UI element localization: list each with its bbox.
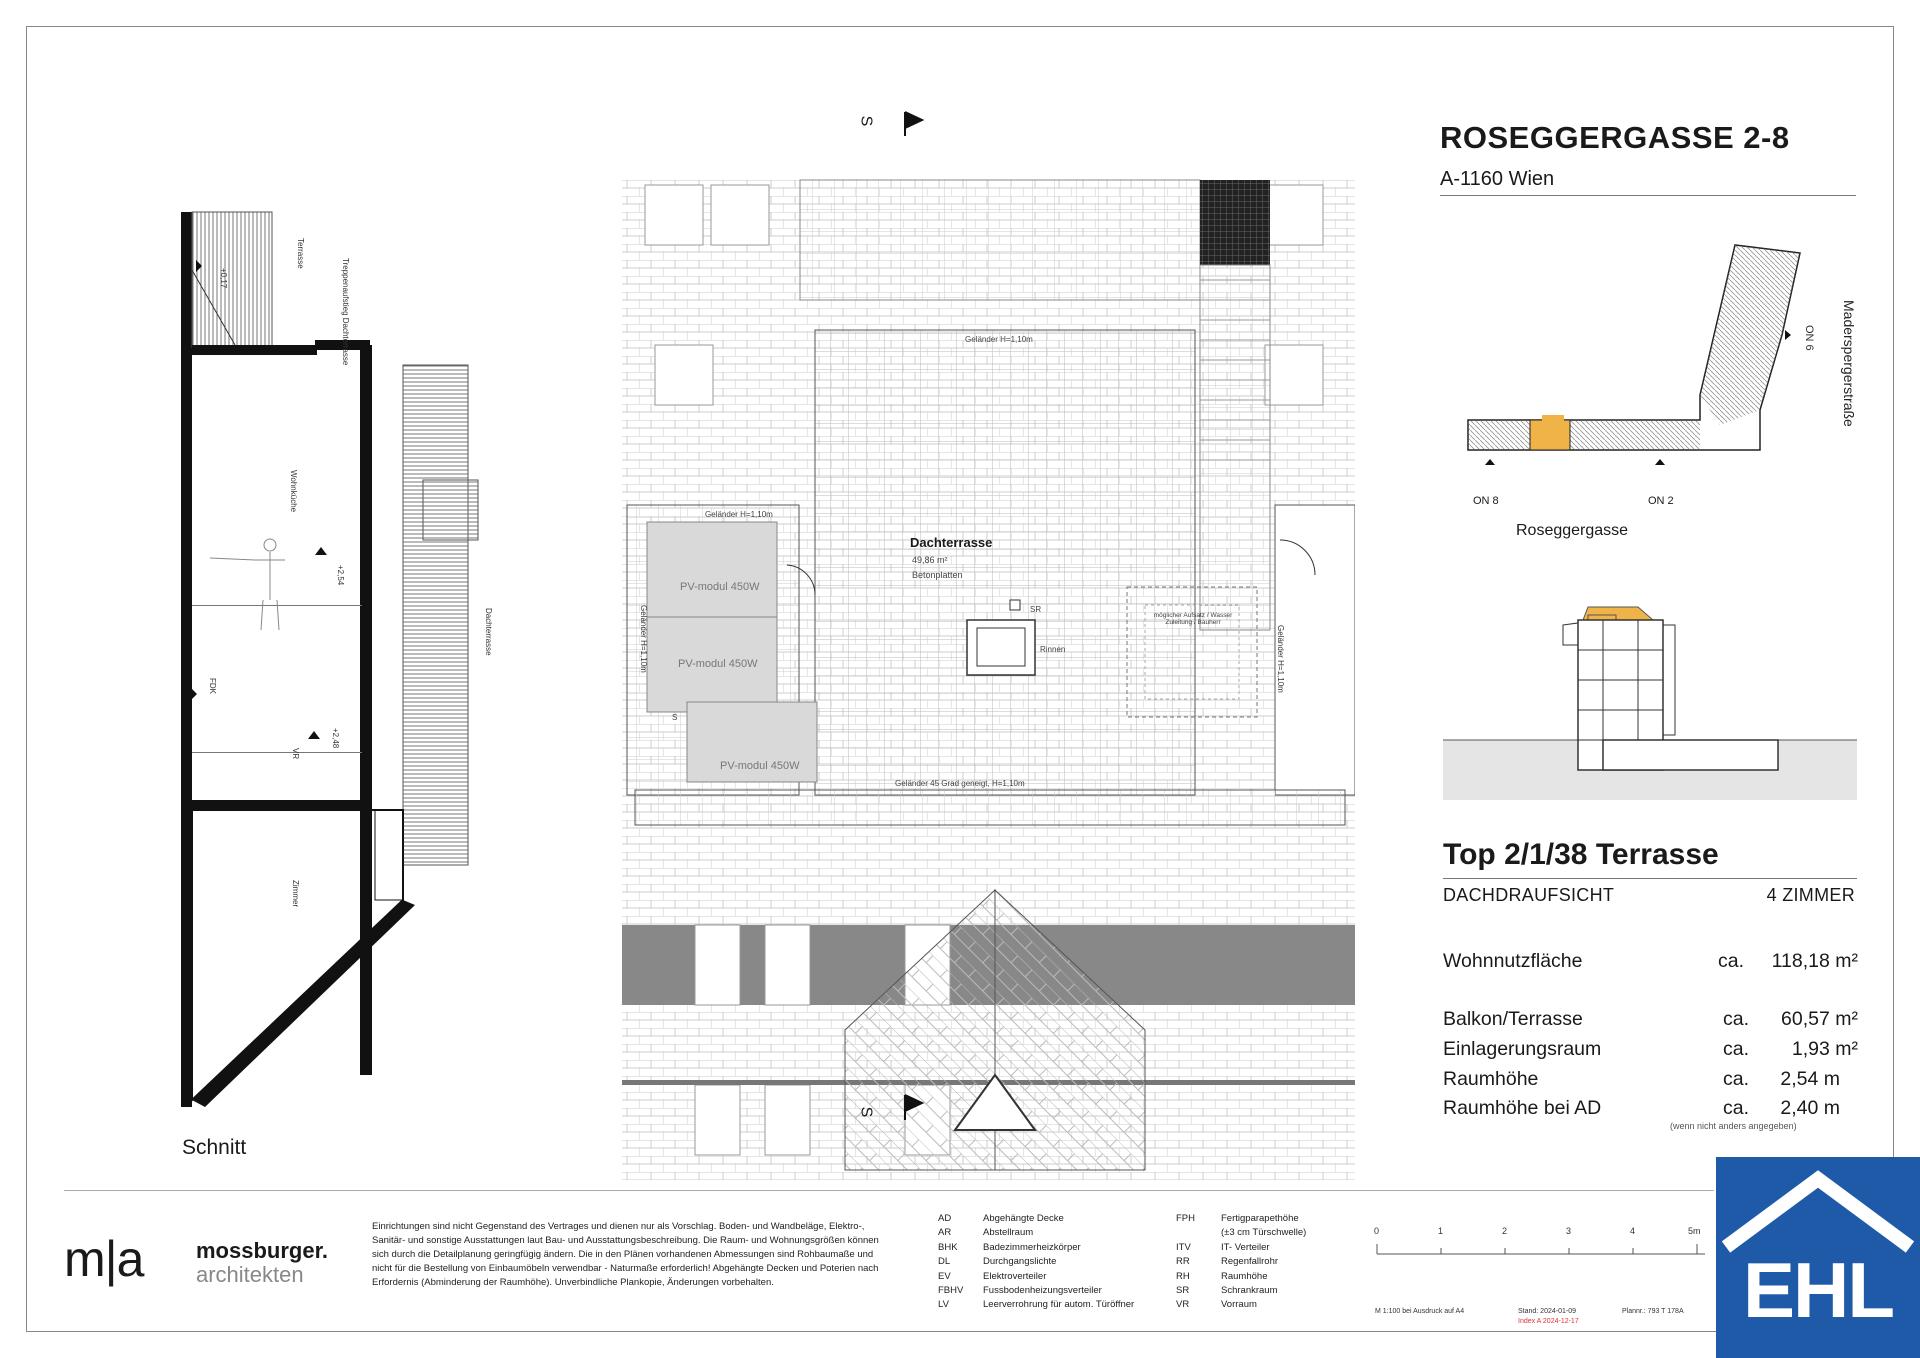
- fact-wohnnutzflaeche: [1443, 950, 1858, 976]
- pv-module-1: PV-modul 450W: [680, 581, 760, 593]
- rail-left-top-note: Geländer H=1,10m: [705, 510, 773, 519]
- architect-logo-mark: m|a: [64, 1231, 144, 1287]
- scale-label-2: 2: [1502, 1226, 1508, 1236]
- drain-note: Rinnen: [1040, 645, 1066, 654]
- project-title: ROSEGGERGASSE 2-8: [1440, 120, 1790, 155]
- fact-ca: ca.: [1723, 1038, 1750, 1060]
- fact-label: Raumhöhe: [1443, 1068, 1539, 1090]
- section-mark-bottom: S: [857, 1106, 875, 1118]
- fact-raumhoehe-ad: [1443, 1097, 1858, 1123]
- section-text-level-248: +2,48: [331, 728, 340, 749]
- fact-label: Einlagerungsraum: [1443, 1038, 1602, 1060]
- abbr-row: FPH Fertigparapethöhe: [1176, 1213, 1299, 1224]
- rail-left-note: Geländer H=1,10m: [639, 605, 648, 673]
- fact-ca: ca.: [1718, 950, 1745, 972]
- rail-right-note: Geländer H=1,10m: [1276, 625, 1285, 693]
- unit-title: Top 2/1/38 Terrasse: [1443, 838, 1719, 871]
- s-note: S: [672, 713, 678, 722]
- scale-label-0: 0: [1374, 1226, 1380, 1236]
- site-marker-on2: ON 2: [1648, 495, 1674, 507]
- sr-note: SR: [1030, 605, 1042, 614]
- architect-name: mossburger.: [196, 1238, 329, 1263]
- unit-rooms-label: 4 ZIMMER: [1766, 885, 1855, 905]
- abbr-row: ITV IT- Verteiler: [1176, 1241, 1270, 1253]
- fact-value: 2,40 m: [1780, 1097, 1840, 1119]
- divider-unit: [1443, 878, 1857, 879]
- site-map: [1460, 235, 1830, 495]
- abbr-row: (±3 cm Türschwelle): [1221, 1227, 1307, 1239]
- section-text-level-017: +0,17: [219, 268, 228, 289]
- abbr-row: SR Schrankraum: [1176, 1285, 1278, 1297]
- fact-ca: ca.: [1723, 1097, 1750, 1119]
- site-marker-on8: ON 8: [1473, 495, 1499, 507]
- site-street-bottom: Roseggergasse: [1516, 522, 1629, 539]
- abbr-row: LV Leerverrohrung für autom. Türöffner: [938, 1299, 1135, 1311]
- divider-top: [1440, 195, 1856, 196]
- abbr-row: VR Vorraum: [1176, 1299, 1257, 1311]
- fact-value: 2,54 m: [1780, 1068, 1840, 1090]
- index-date: Index A 2024-12-17: [1518, 1318, 1579, 1325]
- section-text-vr: VR: [291, 748, 300, 760]
- site-street-right: Maderspergerstraße: [1841, 300, 1857, 427]
- scale-bar: [1375, 1240, 1715, 1260]
- site-marker-on6: ON 6: [1803, 325, 1815, 351]
- abbr-row: DL Durchgangslichte: [938, 1256, 1057, 1268]
- ehl-logo: [1716, 1157, 1920, 1358]
- section-text-treppe: Treppenaufstieg Dachterrasse: [341, 258, 350, 366]
- abbr-row: RH Raumhöhe: [1176, 1270, 1268, 1282]
- section-text-terrasse: Terrasse: [296, 238, 305, 269]
- rail-bottom-note: Geländer 45 Grad geneigt, H=1,10m: [895, 779, 1025, 788]
- abbreviations-col-2: [1176, 1212, 1366, 1313]
- fact-balkon: [1443, 1008, 1858, 1034]
- pv-module-3: PV-modul 450W: [720, 760, 800, 772]
- section-text-fdk: FDK: [208, 678, 217, 694]
- section-text-dachterrasse: Dachterrasse: [484, 608, 493, 656]
- fact-ca: ca.: [1723, 1068, 1750, 1090]
- ehl-logo-text: EHL: [1743, 1246, 1893, 1334]
- building-section-thumb: [1443, 595, 1857, 800]
- scale-label-4: 4: [1630, 1226, 1636, 1236]
- terrace-material: Betonplatten: [912, 570, 963, 580]
- scale-label-3: 3: [1566, 1226, 1572, 1236]
- pv-module-2: PV-modul 450W: [678, 658, 758, 670]
- fact-label: Wohnnutzfläche: [1443, 950, 1583, 972]
- optional-note: möglicher Aufsatz / Wasser Zuleitung / Bauherr: [1153, 612, 1233, 626]
- roof-plan-drawing: [615, 100, 1355, 1180]
- architect-sub: architekten: [196, 1262, 304, 1287]
- scale-note: M 1:100 bei Ausdruck auf A4: [1375, 1308, 1465, 1315]
- section-label: Schnitt: [182, 1136, 247, 1159]
- abbr-row: FBHV Fussbodenheizungsverteiler: [938, 1285, 1102, 1297]
- abbr-row: BHK Badezimmerheizkörper: [938, 1241, 1081, 1253]
- fact-label: Raumhöhe bei AD: [1443, 1097, 1602, 1119]
- scale-label-1: 1: [1438, 1226, 1444, 1236]
- rail-top-note: Geländer H=1,10m: [965, 335, 1033, 344]
- section-text-wohnkueche: Wohnküche: [289, 470, 298, 513]
- fact-label: Balkon/Terrasse: [1443, 1008, 1583, 1030]
- facts-footnote: (wenn nicht anders angegeben): [1670, 1121, 1797, 1131]
- disclaimer-text: Einrichtungen sind nicht Gegenstand des Vertrages und dienen nur als Vorschlag. Boden- und Wandbeläge, Elektro-, Sanitär- und sonstige Ausstattungen laut Bau- und Ausstattungsbeschreibung. Die Raum- und Wohnungsgrößen können sich durch die Detailplanung geringfügig ändern. Die in den Plänen vorhandenen Abmessungen sind Rohbaumaße und nicht für die Bestellung von Einbaumöbeln verwendbar - Naturmaße erforderlich! Abgehängte Decken und Poterien nach Erfordernis (Abminderung der Raumhöhe). Unverbindliche Plankopie, Änderungen vorbehalten.: [372, 1221, 879, 1288]
- fact-value: 118,18 m²: [1771, 950, 1858, 972]
- terrace-area: 49,86 m²: [912, 555, 948, 565]
- section-text-zimmer: Zimmer: [291, 880, 300, 908]
- fact-einlagerungsraum: [1443, 1038, 1858, 1064]
- fact-value: 1,93 m²: [1791, 1038, 1858, 1060]
- abbr-row: EV Elektroverteiler: [938, 1270, 1047, 1282]
- project-address: A-1160 Wien: [1440, 168, 1555, 190]
- plan-number: Plannr.: 793 T 178A: [1622, 1308, 1684, 1315]
- abbreviations-col-1: [938, 1212, 1168, 1313]
- section-text-level-254: +2,54: [336, 565, 345, 586]
- divider-footer: [64, 1190, 1714, 1191]
- abbr-row: AD Abgehängte Decke: [938, 1213, 1064, 1224]
- stand-date: Stand: 2024-01-09: [1518, 1308, 1576, 1315]
- terrace-name: Dachterrasse: [910, 535, 993, 550]
- section-mark-top: S: [857, 115, 875, 127]
- fact-value: 60,57 m²: [1781, 1008, 1858, 1030]
- fact-ca: ca.: [1723, 1008, 1750, 1030]
- abbr-row: RR Regenfallrohr: [1176, 1256, 1279, 1268]
- unit-view-label: DACHDRAUFSICHT: [1443, 885, 1615, 905]
- abbr-row: AR Abstellraum: [938, 1227, 1034, 1239]
- scale-label-5: 5m: [1688, 1226, 1701, 1236]
- fact-raumhoehe: [1443, 1068, 1858, 1094]
